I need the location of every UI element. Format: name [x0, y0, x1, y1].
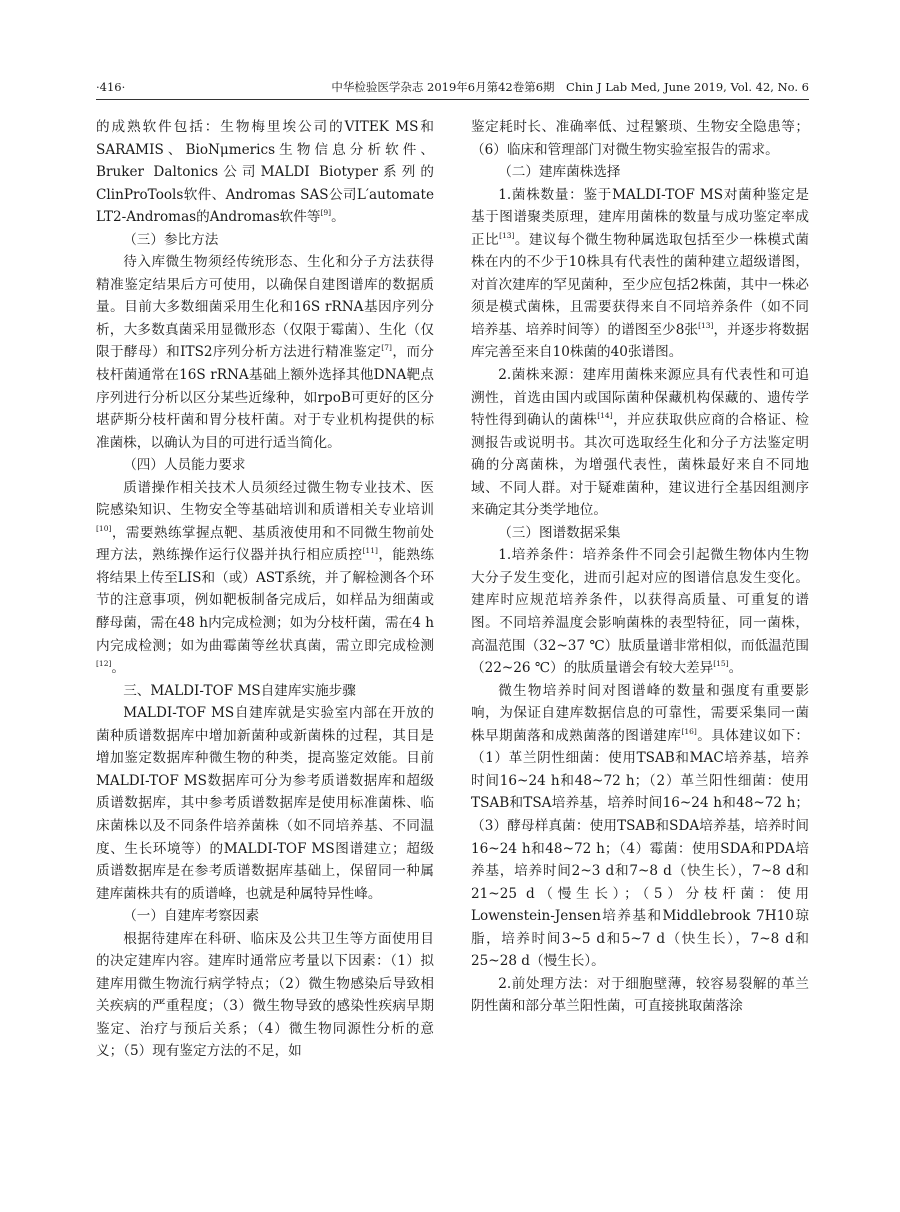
- citation: [14]: [597, 411, 613, 421]
- section-heading: 三、MALDI-TOF MS自建库实施步骤: [123, 682, 356, 699]
- running-header: [96, 76, 809, 98]
- citation: [12]: [96, 659, 112, 669]
- section-heading: （三）参比方法: [123, 231, 219, 248]
- paragraph: 2.菌株来源：建库用菌株来源应具有代表性和可追溯性，首选由国内或国际菌种保藏机构保藏的、遗传学特性得到确认的菌株[14]，并应获取供应商的合格证、检测报告或说明书。其次可选取经生化和分子方法鉴定明确的分离菌株，为增强代表性，菌株最好来自不同地域、不同人群。对于疑难菌种，建议进行全基因组测序来确定其分类学地位。: [471, 367, 809, 519]
- section-heading: （二）建库菌株选择: [498, 164, 621, 181]
- citation: [9]: [320, 208, 332, 218]
- paragraph: MALDI-TOF MS自建库就是实验室内部在开放的菌种质谱数据库中增加新菌种或新菌株的过程，其目是增加鉴定数据库种微生物的种类，提高鉴定效能。目前MALDI-TOF MS数据库可分为参考质谱数据库和超级质谱数据库，其中参考质谱数据库是使用标准菌株、临床菌株以及不同条件培养菌株（如不同培养基、不同温度、生长环境等）的MALDI-TOF MS图谱建立；超级质谱数据库是在参考质谱数据库基础上，保留同一种属建库菌株共有的质谱峰，也就是种属特异性峰。: [96, 705, 434, 902]
- section-heading: （四）人员能力要求: [123, 457, 246, 474]
- paragraph: 根据待建库在科研、临床及公共卫生等方面使用目的决定建库内容。建库时通常应考量以下因素：（1）拟建库用微生物流行病学特点；（2）微生物感染后导致相关疾病的严重程度；（3）微生物导致的感染性疾病早期鉴定、治疗与预后关系；（4）微生物同源性分析的意义；（5）现有鉴定方法的不足，如: [96, 930, 434, 1060]
- citation: [13]: [698, 320, 714, 330]
- paragraph: 质谱操作相关技术人员须经过微生物专业技术、医院感染知识、生物安全等基础培训和质谱相关专业培训[10]，需要熟练掌握点靶、基质液使用和不同微生物前处理方法，熟练操作运行仪器并执行相应质控[11]，能熟练将结果上传至LIS和（或）AST系统，并了解检测各个环节的注意事项，例如靶板制备完成后，如样品为细菌或酵母菌，需在48 h内完成检测；如为分枝杆菌，需在4 h内完成检测；如为曲霉菌等丝状真菌，需立即完成检测[12]。: [96, 479, 434, 677]
- citation: [7]: [381, 343, 392, 353]
- paragraph-continuation: 鉴定耗时长、准确率低、过程繁琐、生物安全隐患等；（6）临床和管理部门对微生物实验室报告的需求。: [471, 119, 809, 158]
- left-column: [96, 116, 434, 1156]
- citation: [11]: [362, 546, 378, 556]
- citation: [16]: [681, 726, 697, 736]
- paragraph-continuation: 的成熟软件包括：生物梅里埃公司的VITEK MS和SARAMIS、BioNμmerics生物信息分析软件、Bruker Daltonics公司MALDI Biotyper系列的ClinProTools软件、Andromas SAS公司L′automate LT2-Andromas的Andromas软件等[9]。: [96, 119, 434, 226]
- paragraph: 1.培养条件：培养条件不同会引起微生物体内生物大分子发生变化，进而引起对应的图谱信息发生变化。建库时应规范培养条件，以获得高质量、可重复的谱图。不同培养温度会影响菌株的表型特征，同一菌株，高温范围（32~37 ℃）肽质量谱非常相似，而低温范围（22~26 ℃）的肽质量谱会有较大差异[15]。: [471, 547, 809, 677]
- right-column: [471, 116, 809, 1156]
- paragraph: 微生物培养时间对图谱峰的数量和强度有重要影响，为保证自建库数据信息的可靠性，需要采集同一菌株早期菌落和成熟菌落的图谱建库[16]。具体建议如下：（1）革兰阴性细菌：使用TSAB和MAC培养基，培养时间16~24 h和48~72 h；（2）革兰阳性细菌：使用TSAB和TSA培养基，培养时间16~24 h和48~72 h；（3）酵母样真菌：使用TSAB和SDA培养基，培养时间16~24 h和48~72 h；（4）霉菌：使用SDA和PDA培养基，培养时间2~3 d和7~8 d（快生长），7~8 d和21~25 d（慢生长）；（5）分枝杆菌：使用Lowenstein-Jensen培养基和Middlebrook 7H10琼脂，培养时间3~5 d和5~7 d（快生长），7~8 d和25~28 d（慢生长）。: [471, 682, 809, 970]
- paragraph: 2.前处理方法：对于细胞壁薄，较容易裂解的革兰阴性菌和部分革兰阳性菌，可直接挑取菌落涂: [471, 975, 809, 1015]
- citation: [15]: [713, 659, 729, 669]
- section-heading: （一）自建库考察因素: [123, 908, 260, 925]
- section-heading: （三）图谱数据采集: [498, 524, 621, 541]
- header-rule: [96, 99, 809, 100]
- paragraph: 待入库微生物须经传统形态、生化和分子方法获得精准鉴定结果后方可使用，以确保自建图谱库的数据质量。目前大多数细菌采用生化和16S rRNA基因序列分析，大多数真菌采用显微形态（仅限于霉菌）、生化（仅限于酵母）和ITS2序列分析方法进行精准鉴定[7]，而分枝杆菌通常在16S rRNA基础上额外选择其他DNA靶点序列进行分析以区分某些近缘种，如rpoB可更好的区分堪萨斯分枝杆菌和胃分枝杆菌。对于专业机构提供的标准菌株，以确认为目的可进行适当简化。: [96, 254, 434, 451]
- citation: [13]: [499, 230, 515, 240]
- citation: [10]: [96, 523, 112, 533]
- paragraph: 1.菌株数量：鉴于MALDI-TOF MS对菌种鉴定是基于图谱聚类原理，建库用菌株的数量与成功鉴定率成正比[13]。建议每个微生物种属选取包括至少一株模式菌株在内的不少于10株具有代表性的菌种建立超级谱图，对首次建库的罕见菌种，至少应包括2株菌，其中一株必须是模式菌株，且需要获得来自不同培养条件（如不同培养基、培养时间等）的谱图至少8张[13]，并逐步将数据库完善至来自10株菌的40张谱图。: [471, 186, 809, 361]
- journal-info: 中华检验医学杂志 2019年6月第42卷第6期 Chin J Lab Med, June 2019, Vol. 42, No. 6: [331, 80, 809, 94]
- page-number: ·416·: [96, 80, 126, 94]
